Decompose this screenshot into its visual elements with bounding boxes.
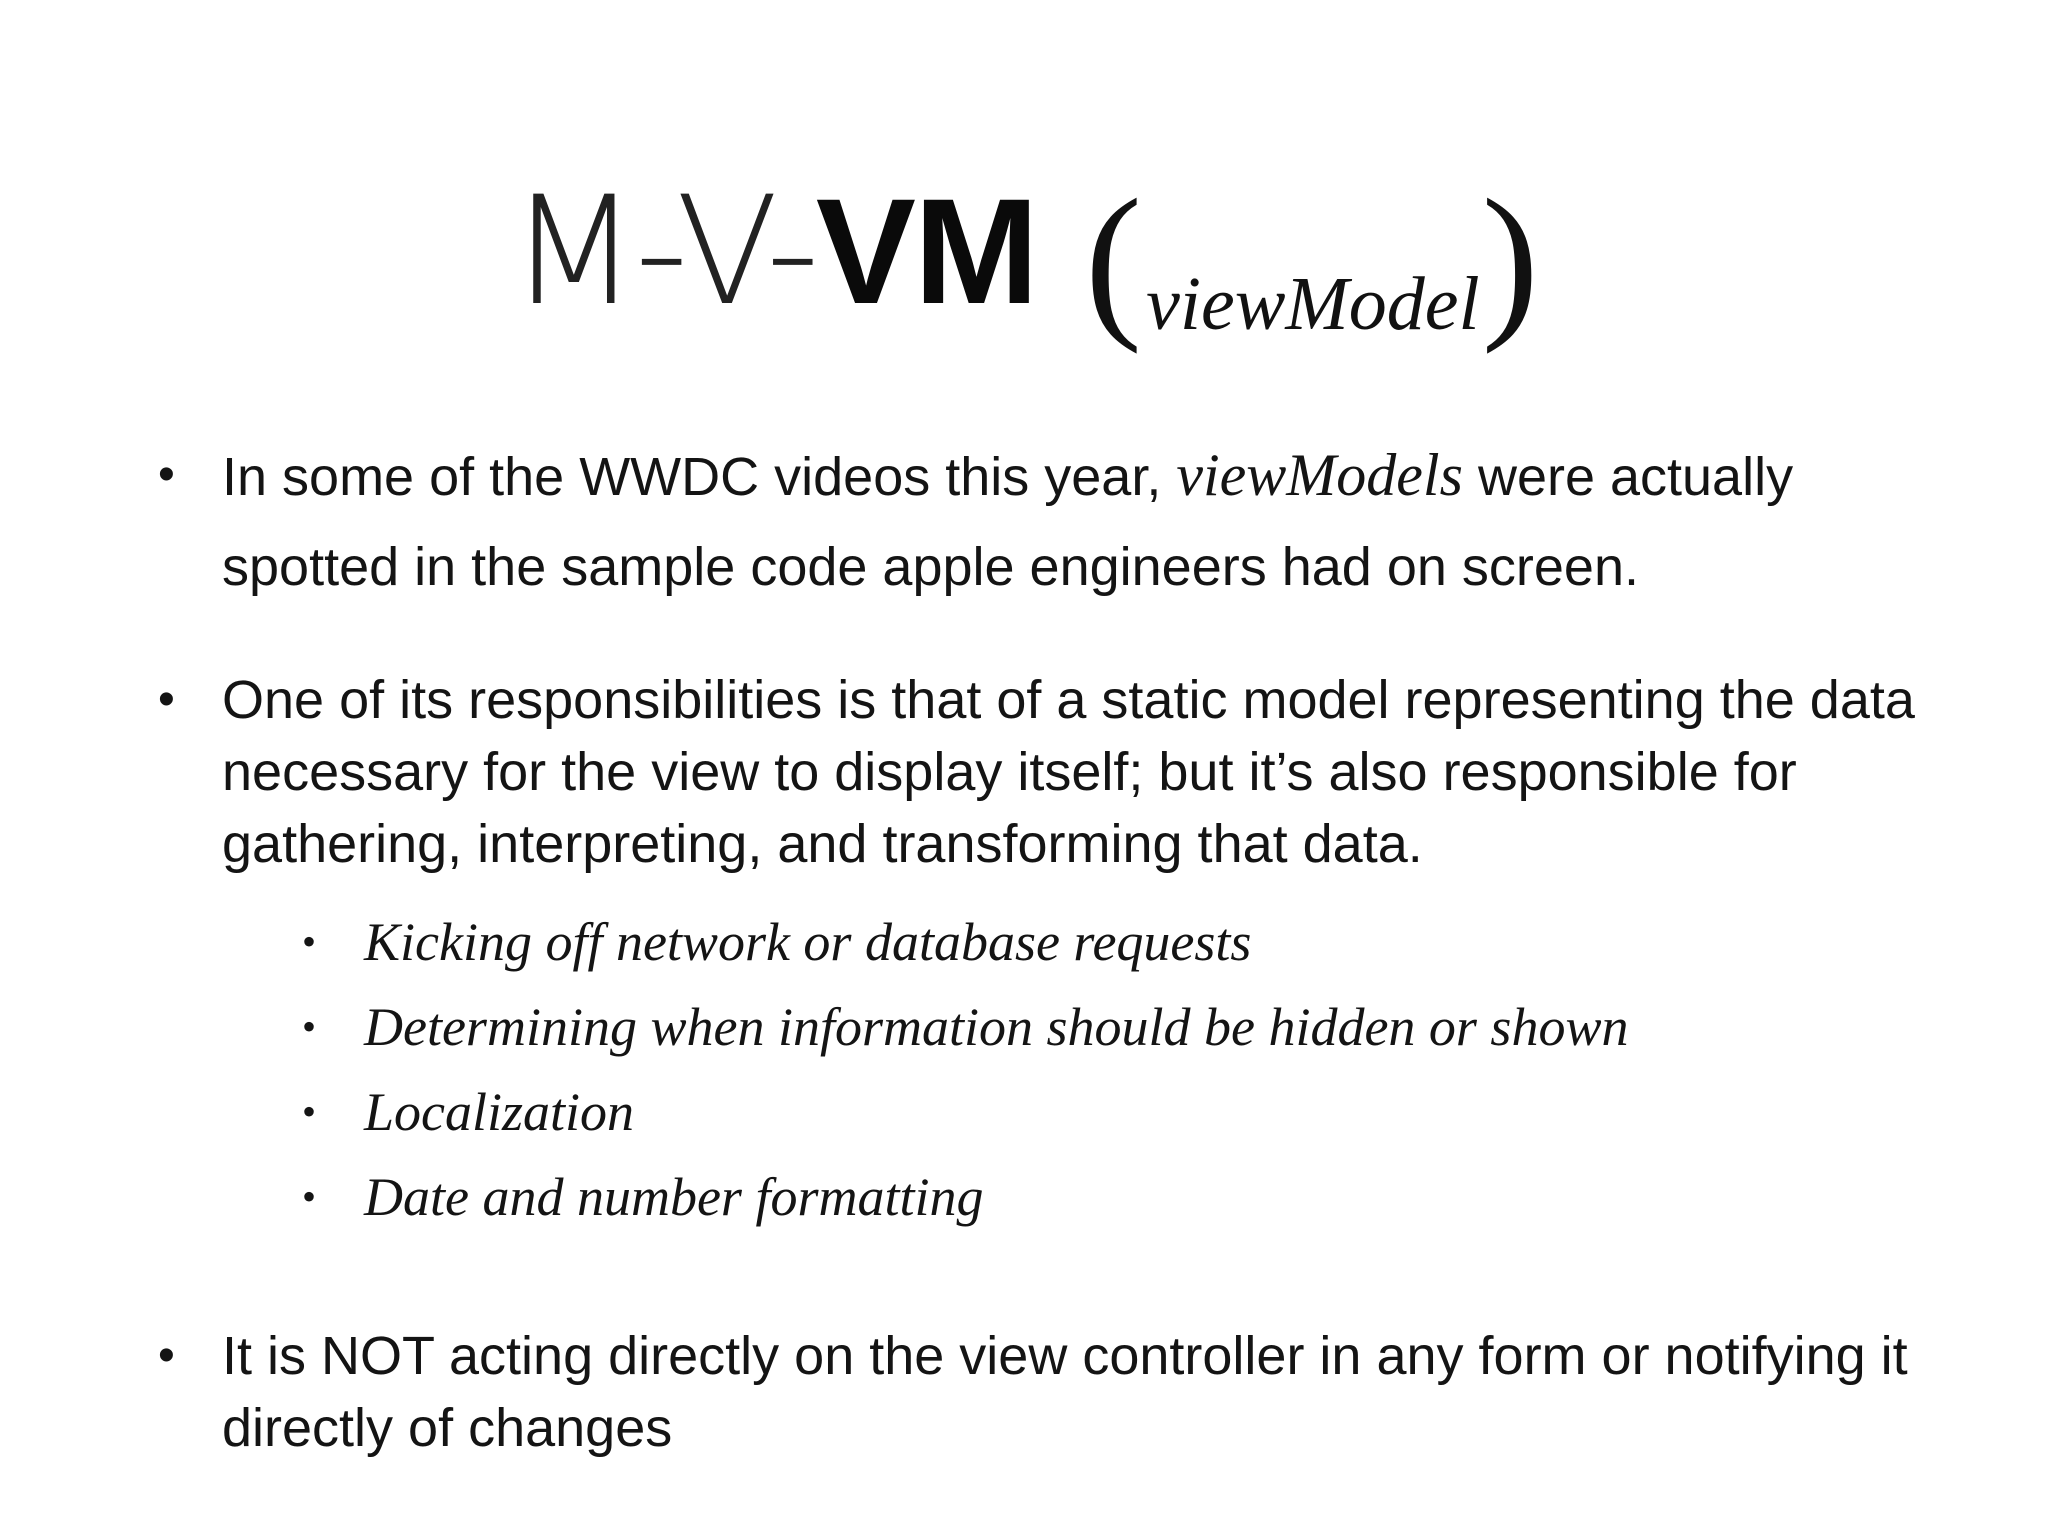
- bullet-text: One of its responsibilities is that of a static model representing the data necessary for the view to display itself; but it’s also responsible for gathering, interpreting, and transforming that data.: [222, 670, 1915, 874]
- sub-bullet-text: Determining when information should be hidden or shown: [364, 997, 1629, 1057]
- title-italic: viewModel: [1146, 262, 1480, 346]
- sub-bullet-icon: •: [302, 1089, 317, 1134]
- bullet-icon: •: [158, 673, 175, 726]
- sub-bullet-icon: •: [302, 1004, 317, 1049]
- sub-bullet-item: [302, 1082, 1964, 1142]
- title-paren-close: ): [1481, 165, 1539, 355]
- bullet-text-before: In some of the WWDC videos this year,: [222, 447, 1177, 507]
- bullet-icon: •: [158, 448, 175, 501]
- bullet-item: [158, 430, 1922, 612]
- sub-bullet-icon: •: [302, 1174, 317, 1219]
- bullet-text: It is NOT acting directly on the view controller in any form or notifying it directly of changes: [222, 1326, 1908, 1458]
- sub-bullet-icon: •: [302, 919, 317, 964]
- title-bold: VM: [815, 167, 1037, 335]
- bullet-item: [158, 664, 1922, 880]
- slide-title: [0, 160, 2048, 355]
- sub-bullet-item: [302, 912, 1964, 972]
- sub-bullet-text: Localization: [364, 1082, 635, 1142]
- sub-bullet-text: Kicking off network or database requests: [364, 912, 1252, 972]
- sub-bullet-item: [302, 1167, 1964, 1227]
- bullet-item: [158, 1320, 1922, 1464]
- bullet-text-italic: viewModels: [1176, 442, 1463, 508]
- bullet-icon: •: [158, 1329, 175, 1382]
- sub-bullet-text: Date and number formatting: [364, 1167, 984, 1227]
- bullet-text-after: were actually spotted in the sample code apple engineers had on screen.: [222, 447, 1794, 597]
- title-prefix: M-V-: [509, 165, 816, 339]
- title-paren-open: (: [1084, 165, 1143, 355]
- sub-bullet-item: [302, 997, 1964, 1057]
